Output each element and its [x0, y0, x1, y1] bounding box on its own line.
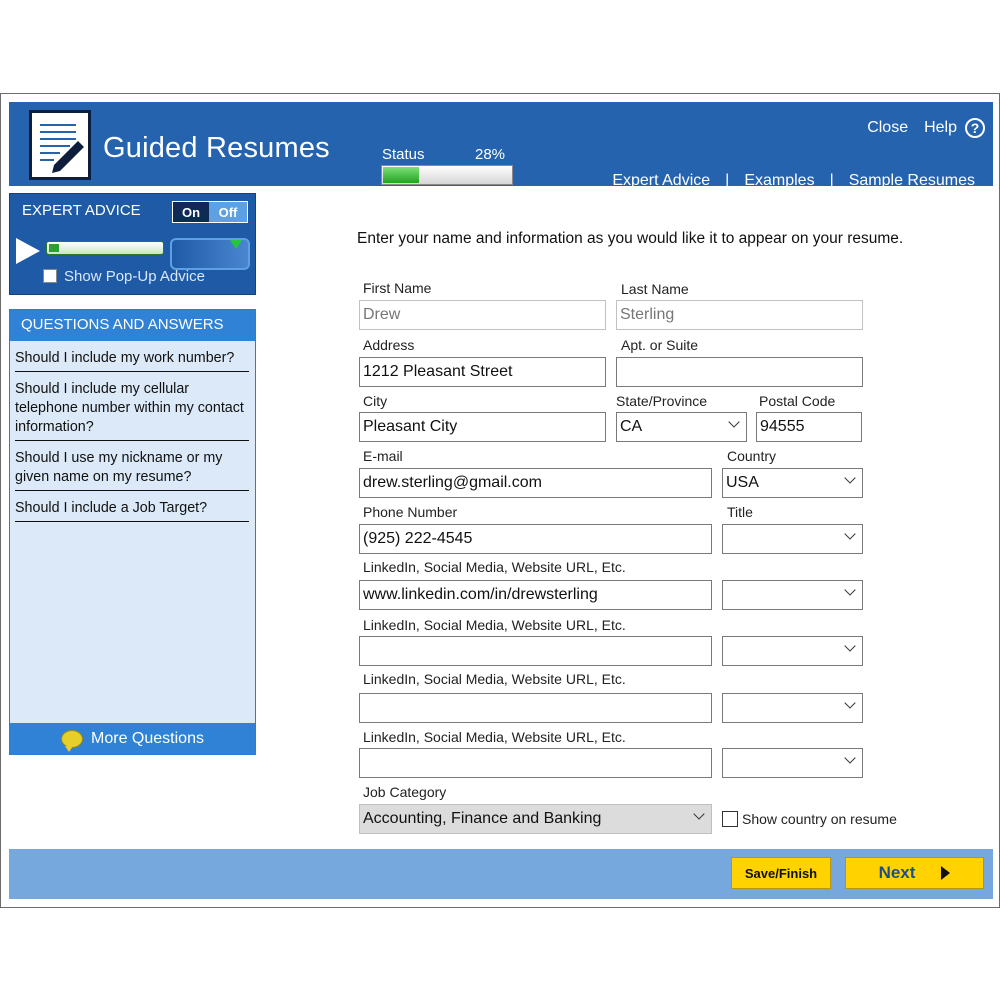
last-name-label: Last Name [621, 281, 689, 297]
apt-field[interactable] [616, 357, 863, 387]
social-type-select-1[interactable] [722, 580, 863, 610]
address-field[interactable]: 1212 Pleasant Street [359, 357, 606, 387]
questions-title: QUESTIONS AND ANSWERS [10, 310, 255, 341]
state-select[interactable] [616, 412, 747, 442]
title-select[interactable] [722, 524, 863, 554]
city-label: City [363, 393, 388, 409]
country-select[interactable] [722, 468, 863, 498]
chevron-down-icon [844, 752, 855, 763]
chevron-down-icon [844, 584, 855, 595]
status-percent: 28% [475, 146, 506, 163]
phone-label: Phone Number [363, 504, 458, 520]
email-label: E-mail [363, 448, 403, 464]
chevron-down-icon [728, 416, 739, 427]
nav-separator: | [725, 172, 730, 189]
question-item[interactable]: Should I include my work number? [15, 341, 249, 372]
state-label: State/Province [616, 393, 708, 409]
nav-separator: | [829, 172, 834, 189]
social-label: LinkedIn, Social Media, Website URL, Etc. [363, 559, 626, 575]
country-value: USA [726, 474, 759, 491]
logo-icon [29, 110, 91, 180]
help-icon[interactable]: ? [965, 118, 985, 138]
app-title: Guided Resumes [103, 132, 330, 164]
top-links [867, 118, 985, 138]
chevron-down-icon [844, 528, 855, 539]
social-label: LinkedIn, Social Media, Website URL, Etc. [363, 671, 626, 687]
audio-progress-slider[interactable] [46, 241, 164, 255]
last-name-field[interactable]: Sterling [616, 300, 863, 330]
question-item[interactable]: Should I include my cellular telephone number within my contact information? [15, 372, 249, 441]
header-bar [9, 102, 993, 189]
city-field[interactable]: Pleasant City [359, 412, 606, 442]
close-link[interactable]: Close [867, 119, 909, 136]
social-field-4[interactable] [359, 748, 712, 778]
more-questions-button[interactable] [10, 723, 255, 754]
show-popup-label: Show Pop-Up Advice [64, 268, 205, 285]
title-label: Title [727, 504, 753, 520]
next-button[interactable] [845, 857, 984, 889]
volume-slider[interactable] [170, 238, 250, 270]
address-label: Address [363, 337, 415, 353]
chevron-down-icon [693, 808, 704, 819]
job-category-label: Job Category [363, 784, 447, 800]
question-item[interactable]: Should I use my nickname or my given name on my resume? [15, 441, 249, 491]
social-type-select-2[interactable] [722, 636, 863, 666]
social-label: LinkedIn, Social Media, Website URL, Etc. [363, 729, 626, 745]
country-label: Country [727, 448, 777, 464]
help-link[interactable]: Help [924, 119, 957, 136]
more-questions-label: More Questions [91, 729, 204, 747]
email-field[interactable]: drew.sterling@gmail.com [359, 468, 712, 498]
expert-advice-title: EXPERT ADVICE [22, 202, 141, 219]
social-field-2[interactable] [359, 636, 712, 666]
nav-examples[interactable]: Examples [744, 172, 815, 189]
chevron-down-icon [844, 640, 855, 651]
first-name-label: First Name [363, 280, 432, 296]
footer-bar [9, 849, 993, 899]
job-category-value: Accounting, Finance and Banking [363, 810, 602, 827]
questions-panel [9, 309, 256, 755]
status-progress-bar [381, 165, 513, 185]
nav-sample-resumes[interactable]: Sample Resumes [848, 172, 975, 189]
toggle-off-button[interactable]: Off [209, 202, 247, 222]
app-window [0, 93, 1000, 908]
advice-toggle [172, 201, 248, 223]
status-progress-fill [383, 167, 419, 183]
postal-code-field[interactable]: 94555 [756, 412, 862, 442]
instructions-text: Enter your name and information as you would like it to appear on your resume. [357, 230, 904, 247]
social-field-1[interactable]: www.linkedin.com/in/drewsterling [359, 580, 712, 610]
chevron-down-icon [844, 472, 855, 483]
audio-slider-handle[interactable] [49, 244, 59, 252]
volume-marker-icon [230, 240, 242, 249]
next-label: Next [878, 863, 916, 882]
first-name-field[interactable]: Drew [359, 300, 606, 330]
header-nav [612, 172, 975, 190]
show-country-label: Show country on resume [742, 811, 897, 827]
social-type-select-4[interactable] [722, 748, 863, 778]
chevron-down-icon [844, 697, 855, 708]
social-label: LinkedIn, Social Media, Website URL, Etc. [363, 617, 626, 633]
save-finish-button[interactable]: Save/Finish [731, 857, 831, 889]
toggle-on-button[interactable]: On [173, 202, 209, 222]
show-country-checkbox[interactable] [722, 811, 738, 827]
question-item[interactable]: Should I include a Job Target? [15, 491, 249, 522]
expert-advice-panel [9, 193, 256, 295]
play-arrow-icon [941, 866, 950, 880]
job-category-select[interactable] [359, 804, 712, 834]
speech-bubble-icon [61, 730, 83, 748]
nav-expert-advice[interactable]: Expert Advice [612, 172, 711, 189]
show-popup-checkbox[interactable] [43, 269, 57, 283]
status-label: Status [382, 146, 425, 163]
apt-label: Apt. or Suite [621, 337, 699, 353]
play-icon[interactable] [16, 238, 40, 264]
state-value: CA [620, 418, 643, 435]
phone-field[interactable]: (925) 222-4545 [359, 524, 712, 554]
social-field-3[interactable] [359, 693, 712, 723]
postal-code-label: Postal Code [759, 393, 836, 409]
social-type-select-3[interactable] [722, 693, 863, 723]
